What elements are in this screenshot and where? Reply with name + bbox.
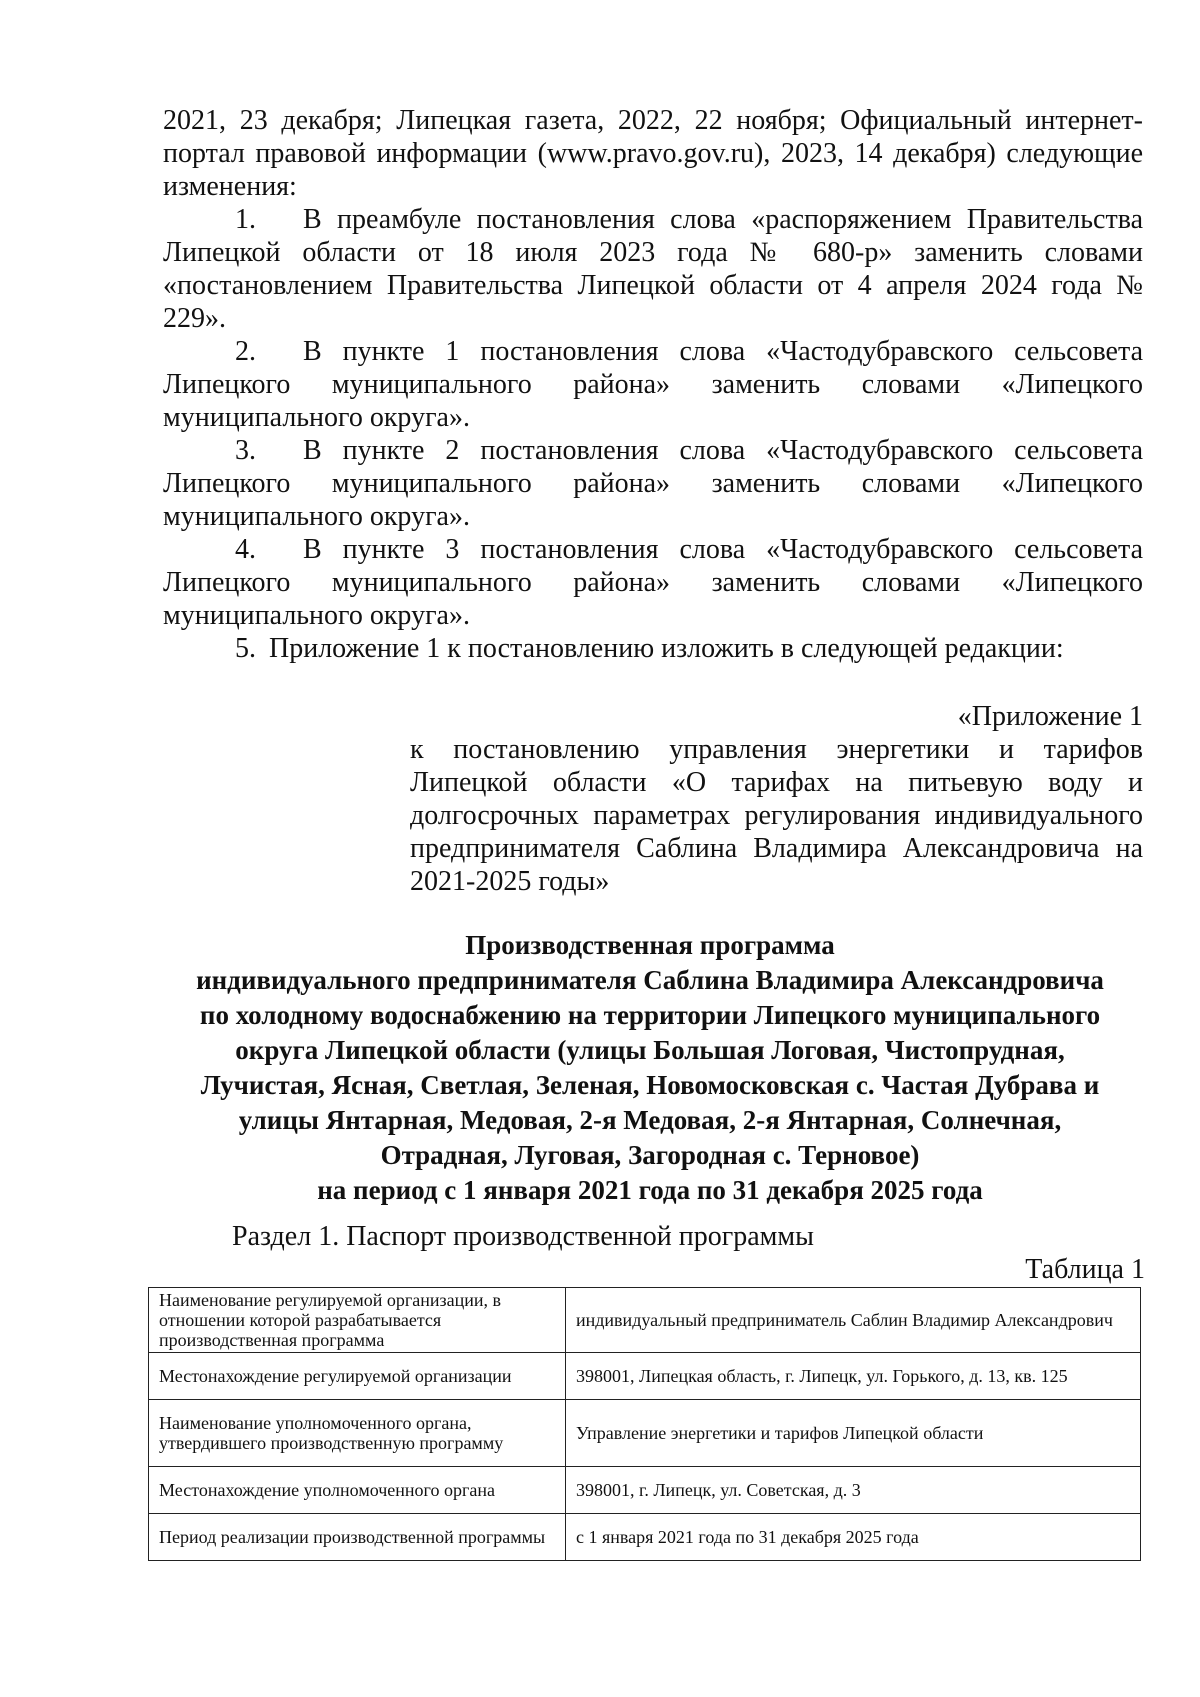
- item-number: 3.: [235, 435, 256, 466]
- table-value-cell: 398001, Липецкая область, г. Липецк, ул. Горького, д. 13, кв. 125: [566, 1353, 1141, 1400]
- item-text: Приложение 1 к постановлению изложить в следующей редакции:: [269, 633, 1064, 664]
- amendment-item-4: [163, 533, 1143, 632]
- table-value-cell: Управление энергетики и тарифов Липецкой области: [566, 1400, 1141, 1467]
- title-line-1: Производственная программа: [465, 930, 835, 960]
- table-row: [149, 1400, 1141, 1467]
- appendix-label: «Приложение 1: [957, 701, 1143, 732]
- amendment-item-3: [163, 434, 1143, 533]
- item-number: 2.: [235, 336, 256, 367]
- amendment-item-2: [163, 335, 1143, 434]
- passport-table: [148, 1287, 1141, 1561]
- item-text: В пункте 1 постановления слова «Частодубравского сельсовета Липецкого муниципального района» заменить словами «Липецкого муниципального округа».: [163, 336, 1143, 433]
- title-line-2: индивидуального предпринимателя Саблина Владимира Александровича: [196, 965, 1104, 995]
- item-number: 5.: [235, 633, 256, 664]
- appendix-header: [410, 700, 1143, 898]
- table-value-cell: индивидуальный предприниматель Саблин Владимир Александрович: [566, 1288, 1141, 1353]
- table-key-cell: Местонахождение регулируемой организации: [149, 1353, 566, 1400]
- item-text: В пункте 3 постановления слова «Частодубравского сельсовета Липецкого муниципального района» заменить словами «Липецкого муниципального округа».: [163, 534, 1143, 631]
- table-value-cell: с 1 января 2021 года по 31 декабря 2025 года: [566, 1514, 1141, 1561]
- title-line-3: по холодному водоснабжению на территории Липецкого муниципального: [199, 1000, 1101, 1030]
- amendment-item-1: [163, 203, 1143, 335]
- title-line-4: округа Липецкой области (улицы Большая Логовая, Чистопрудная,: [235, 1035, 1065, 1065]
- title-line-7: Отрадная, Луговая, Загородная с. Терновое): [380, 1140, 920, 1170]
- title-line-6: улицы Янтарная, Медовая, 2-я Медовая, 2-я Янтарная, Солнечная,: [238, 1105, 1062, 1135]
- item-number: 4.: [235, 534, 256, 565]
- appendix-reference: к постановлению управления энергетики и тарифов Липецкой области «О тарифах на питьевую воду и долгосрочных параметрах регулирования индивидуального предпринимателя Саблина Владимира Александровича на 2021-2025 годы»: [410, 734, 1143, 897]
- section-title: Раздел 1. Паспорт производственной программы: [232, 1221, 814, 1252]
- table-key-cell: Наименование регулируемой организации, в отношении которой разрабатывается производственная программа: [149, 1288, 566, 1353]
- item-text: В преамбуле постановления слова «распоряжением Правительства Липецкой области от 18 июля 2023 года № 680-р» заменить словами «постановлением Правительства Липецкой области от 4 апреля 2024 года № 229».: [163, 204, 1143, 334]
- table-key-cell: Местонахождение уполномоченного органа: [149, 1467, 566, 1514]
- item-number: 1.: [235, 204, 256, 235]
- title-line-5: Лучистая, Ясная, Светлая, Зеленая, Новомосковская с. Частая Дубрава и: [200, 1070, 1100, 1100]
- table-row: [149, 1467, 1141, 1514]
- amendment-list: [163, 203, 1143, 665]
- table-label: Таблица 1: [1025, 1254, 1145, 1285]
- item-text: В пункте 2 постановления слова «Частодубравского сельсовета Липецкого муниципального района» заменить словами «Липецкого муниципального округа».: [163, 435, 1143, 532]
- intro-paragraph: 2021, 23 декабря; Липецкая газета, 2022, 22 ноября; Официальный интернет-портал правовой информации (www.pravo.gov.ru), 2023, 14 декабря) следующие изменения:: [163, 105, 1143, 202]
- program-title: [150, 928, 1150, 1208]
- table-row: [149, 1288, 1141, 1353]
- table-value-cell: 398001, г. Липецк, ул. Советская, д. 3: [566, 1467, 1141, 1514]
- table-row: [149, 1514, 1141, 1561]
- amendment-item-5: [163, 632, 1143, 665]
- table-key-cell: Период реализации производственной программы: [149, 1514, 566, 1561]
- table-key-cell: Наименование уполномоченного органа, утвердившего производственную программу: [149, 1400, 566, 1467]
- table-row: [149, 1353, 1141, 1400]
- title-line-8: на период с 1 января 2021 года по 31 декабря 2025 года: [317, 1175, 983, 1205]
